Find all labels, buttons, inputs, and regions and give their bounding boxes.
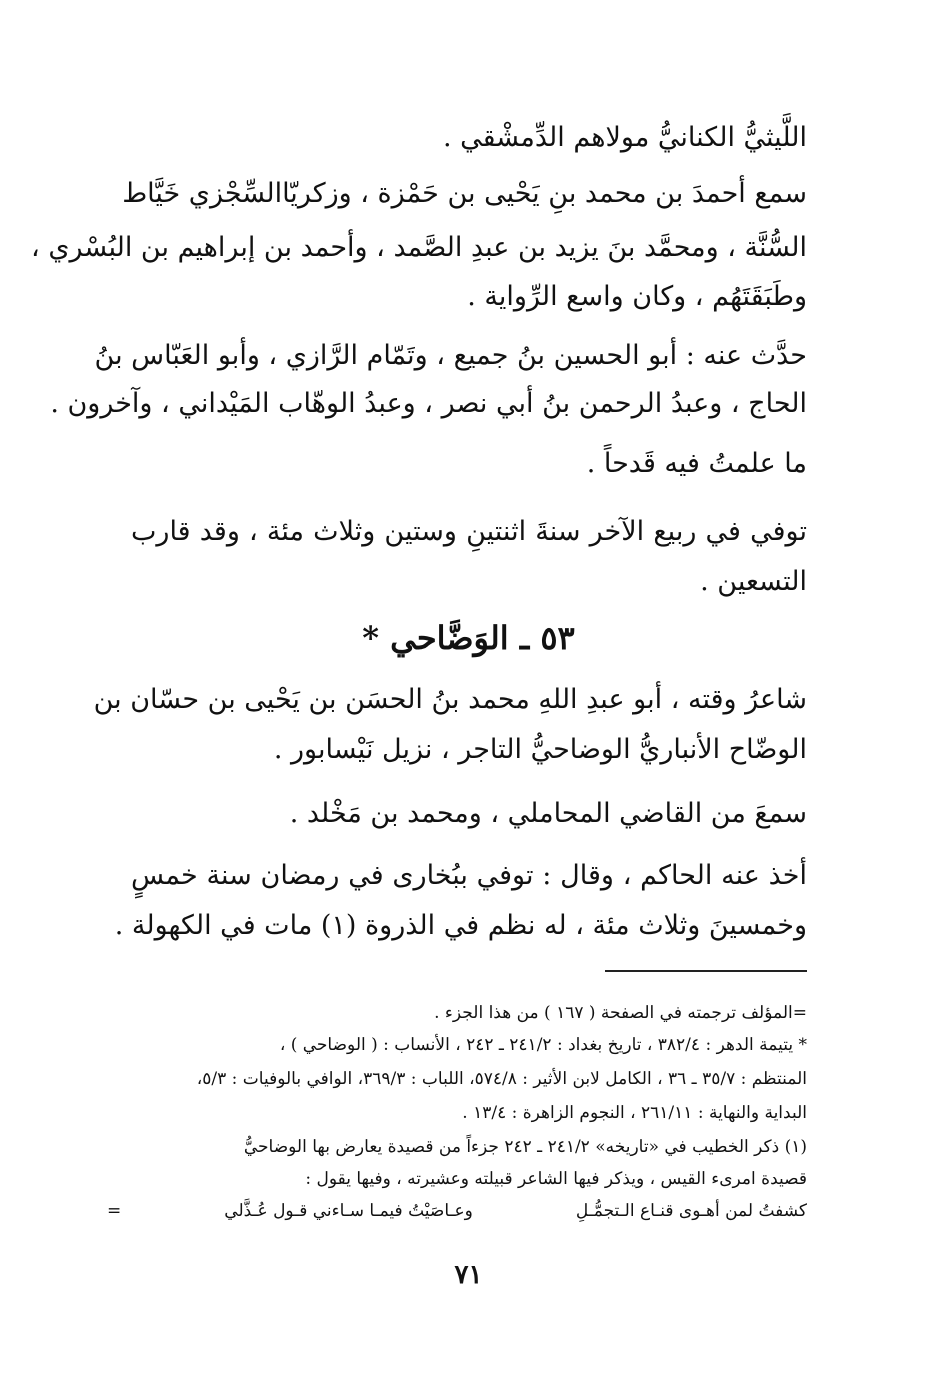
text-line: حدَّث عنه : أبو الحسين بنُ جميع ، وتَمّام الرَّازي ، وأبو العَبّاس بنُ	[94, 340, 807, 371]
footnote-line: قصيدة امرىء القيس ، ويذكر فيها الشاعر قبيلته وعشيرته ، وفيها يقول :	[305, 1169, 807, 1189]
footnote-divider	[605, 970, 807, 972]
entry-heading: ٥٣ ـ الوَضَّاحي *	[362, 619, 575, 657]
text-line: توفي في ربيع الآخر سنةَ اثنتينِ وستين وثلاث مئة ، وقد قارب	[131, 516, 807, 547]
footnote-line: (١) ذكر الخطيب في «تاريخه» ٢٤١/٢ ـ ٢٤٢ جزءاً من قصيدة يعارض بها الوضاحيُّ	[243, 1137, 807, 1157]
footnote-line: * يتيمة الدهر : ٣٨٢/٤ ، تاريخ بغداد : ٢٤١/٢ ـ ٢٤٢ ، الأنساب : ( الوضاحي ) ،	[279, 1035, 807, 1055]
footnote-line: المنتظم : ٣٥/٧ ـ ٣٦ ، الكامل لابن الأثير : ٥٧٤/٨، اللباب : ٣٦٩/٣، الوافي بالوفيات : ٥/٣،	[196, 1069, 807, 1089]
continuation-mark: =	[107, 1201, 122, 1221]
poem-verse	[107, 1198, 807, 1224]
text-line: اللَّيثيُّ الكنانيُّ مولاهم الدِّمشْقي .	[442, 122, 807, 153]
verse-first-hemistich: كشفتُ لمن أهـوى قنـاع الـتجمُّـلِ	[575, 1201, 807, 1221]
text-line: شاعرُ وقته ، أبو عبدِ اللهِ محمد بنُ الحسَن بن يَحْيى بن حسّان بن	[93, 684, 807, 715]
verse-second-hemistich: وعـاصَيْتُ فيمـا سـاءني قـول عُـذَّلي	[224, 1201, 473, 1221]
text-line: التسعين .	[700, 566, 807, 597]
text-line: ما علمتُ فيه قَدحاً .	[586, 448, 807, 479]
text-line: الوضّاح الأنباريُّ الوضاحيُّ التاجر ، نزيل نَيْسابور .	[273, 734, 807, 765]
page-number: ٧١	[454, 1260, 483, 1290]
text-line: سمعَ من القاضي المحاملي ، ومحمد بن مَخْلد .	[289, 798, 807, 829]
text-line: سمع أحمدَ بن محمد بنِ يَحْيى بن حَمْزة ، وزكريّاالسِّجْزي خَيَّاط	[122, 178, 807, 209]
footnote-line: =المؤلف ترجمته في الصفحة ( ١٦٧ ) من هذا الجزء .	[434, 1003, 807, 1023]
text-line: أخذ عنه الحاكم ، وقال : توفي ببُخارى في رمضان سنة خمسٍ	[131, 860, 807, 891]
text-line: السُّنَّة ، ومحمَّد بنَ يزيد بن عبدِ الصَّمد ، وأحمد بن إبراهيم بن البُسْري ،	[31, 232, 807, 263]
footnote-line: البداية والنهاية : ٢٦١/١١ ، النجوم الزاهرة : ١٣/٤ .	[462, 1103, 807, 1123]
text-line: وخمسينَ وثلاث مئة ، له نظم في الذروة (١) مات في الكهولة .	[114, 910, 807, 941]
text-line: الحاج ، وعبدُ الرحمن بنُ أبي نصر ، وعبدُ الوهّاب المَيْداني ، وآخرون .	[50, 388, 807, 419]
text-line: وطَبَقَتَهُم ، وكان واسع الرِّواية .	[467, 281, 807, 312]
